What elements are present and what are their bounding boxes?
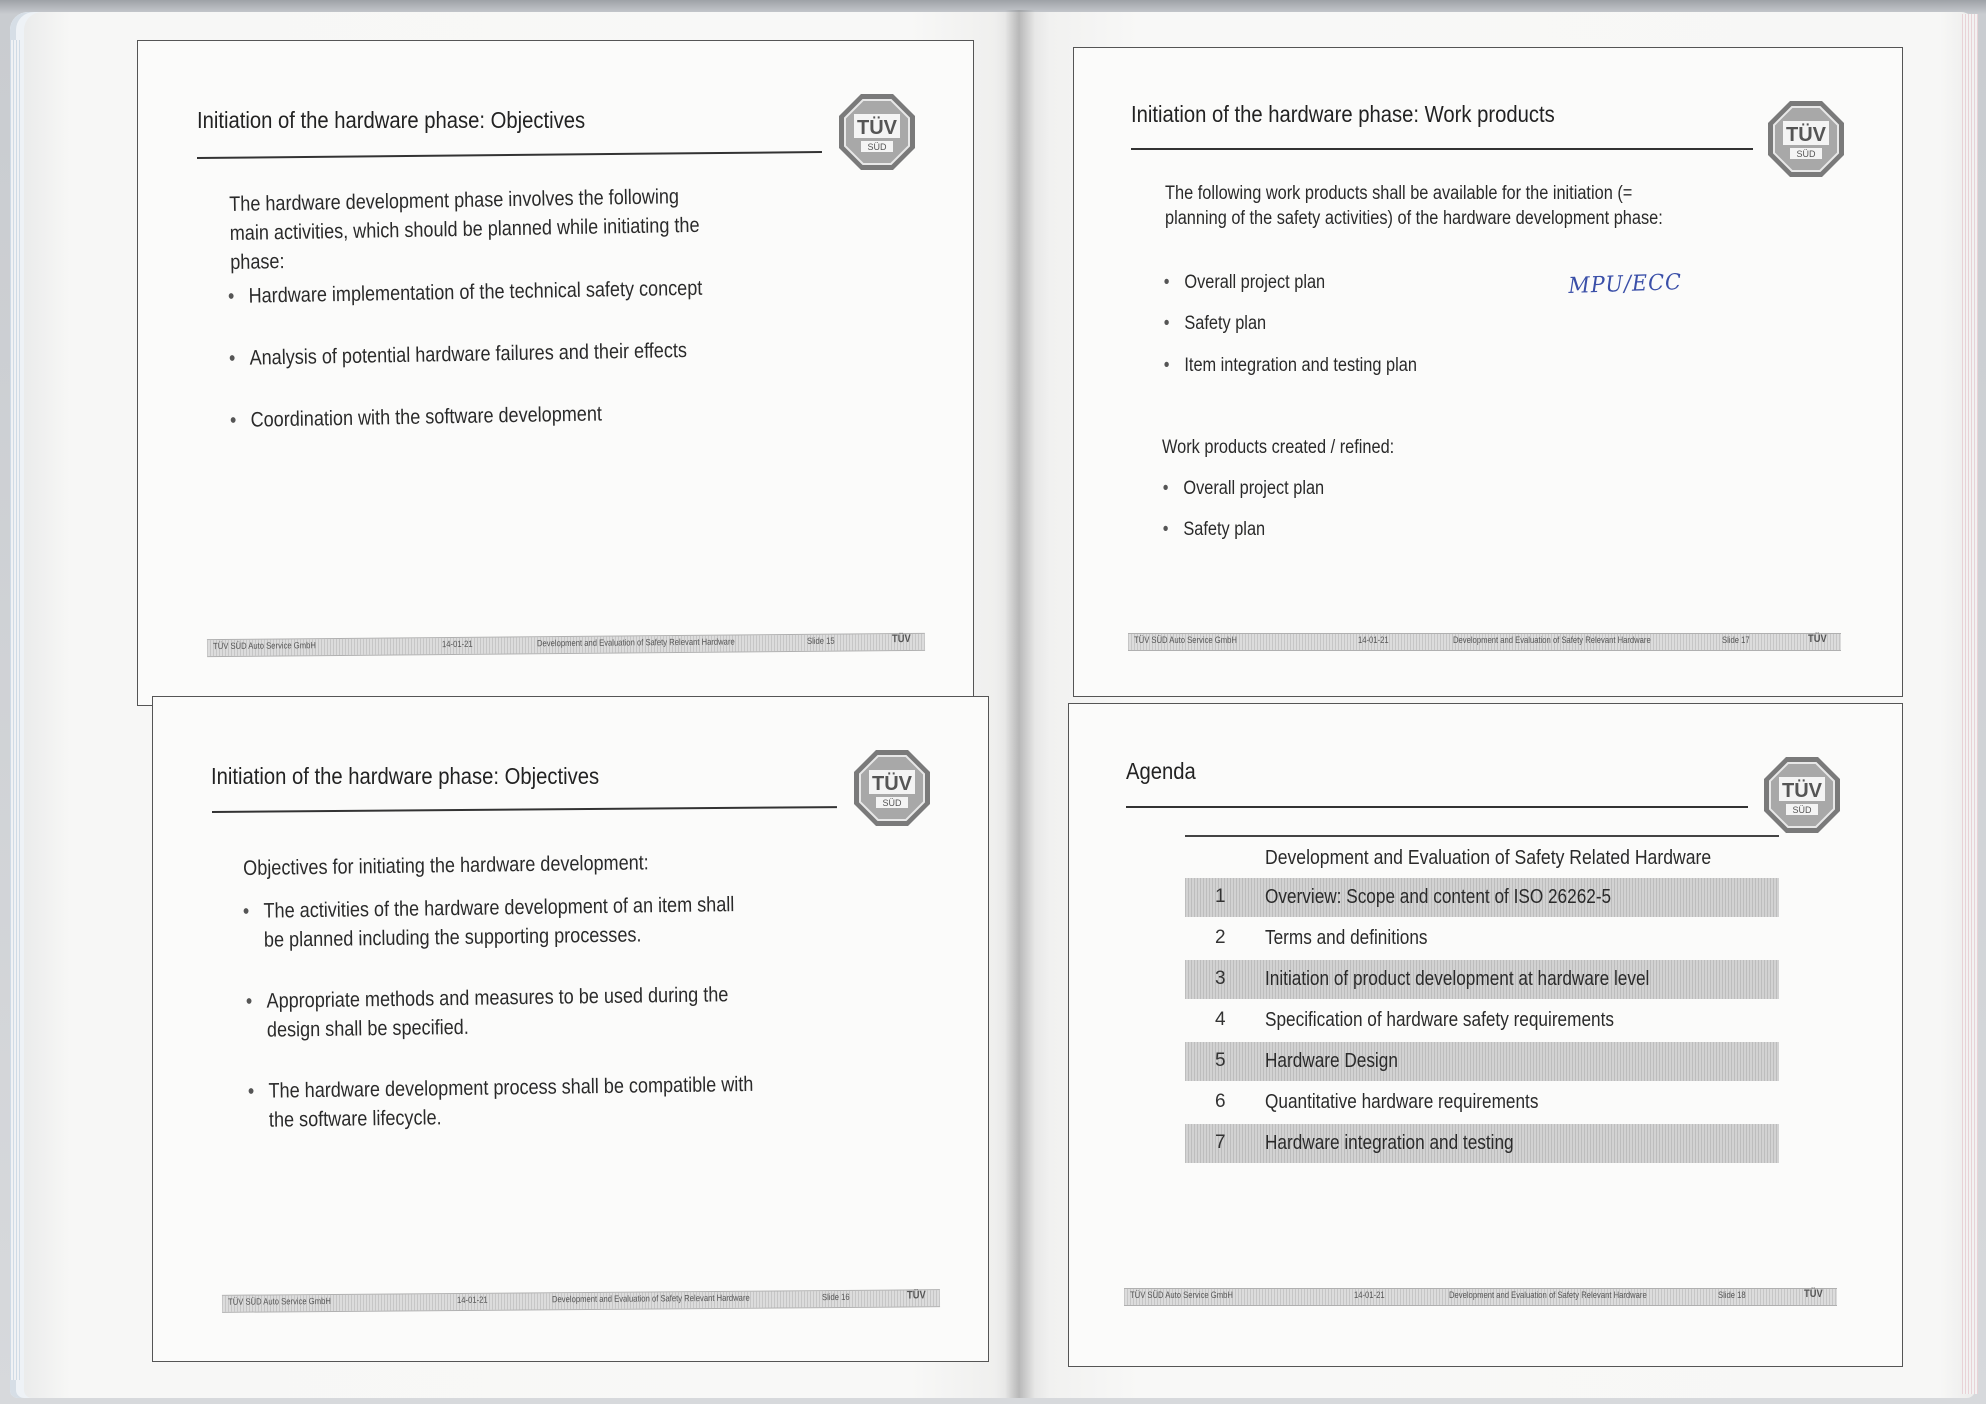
agenda-row bbox=[1185, 878, 1779, 917]
svg-text:TÜV: TÜV bbox=[1786, 124, 1826, 146]
slide-16-bullet-3: • The hardware development process shall be compatible with the software lifecycle. bbox=[246, 1070, 759, 1135]
slide-17-bullet-1: • Overall project plan bbox=[1162, 268, 1528, 297]
left-page-edges bbox=[10, 40, 20, 1380]
footer-brand: TÜV bbox=[1808, 633, 1827, 645]
slide-16-bullet-1: • The activities of the hardware development of an item shall be planned including the supporting processes. bbox=[241, 890, 754, 955]
svg-text:SÜD: SÜD bbox=[1792, 805, 1812, 815]
agenda-row-text: Initiation of product development at hardware level bbox=[1265, 968, 1650, 990]
slide-17-created-heading: Work products created / refined: bbox=[1162, 437, 1395, 458]
footer-company: TÜV SÜD Auto Service GmbH bbox=[1134, 635, 1237, 645]
agenda-row-text: Terms and definitions bbox=[1265, 927, 1428, 949]
slide-15-bullet-3: • Coordination with the software development bbox=[228, 396, 784, 435]
slide-17-title: Initiation of the hardware phase: Work products bbox=[1131, 101, 1555, 127]
slide-16-title: Initiation of the hardware phase: Objectives bbox=[211, 763, 600, 789]
slide-17-intro: The following work products shall be available for the initiation (= planning of the safety activities) of the hardware development phase: bbox=[1165, 183, 1663, 229]
footer-date: 14-01-21 bbox=[1358, 635, 1389, 645]
right-page-edges bbox=[1962, 14, 1978, 1394]
slide-18-footer bbox=[1124, 1288, 1837, 1306]
agenda-top-rule bbox=[1185, 835, 1779, 837]
agenda-row-number: 4 bbox=[1215, 1009, 1226, 1030]
tuv-logo bbox=[852, 748, 932, 828]
footer-brand: TÜV bbox=[906, 1289, 926, 1302]
agenda-row bbox=[1185, 1001, 1779, 1040]
footer-date: 14-01-21 bbox=[1354, 1290, 1385, 1300]
svg-text:SÜD: SÜD bbox=[867, 142, 887, 152]
footer-course: Development and Evaluation of Safety Relevant Hardware bbox=[1449, 1290, 1647, 1300]
slide-17-created-bullet-2: • Safety plan bbox=[1161, 515, 1527, 544]
slide-17-bullet-3: • Item integration and testing plan bbox=[1162, 351, 1528, 380]
slide-15-bullet-1: • Hardware implementation of the technical safety concept bbox=[226, 272, 782, 311]
agenda-row-text: Hardware integration and testing bbox=[1265, 1132, 1514, 1154]
slide-16-intro: Objectives for initiating the hardware development: bbox=[243, 851, 649, 880]
footer-slide-number: Slide 15 bbox=[806, 635, 835, 646]
slide-15-intro: The hardware development phase involves the following main activities, which should be planned while initiating the phase: bbox=[229, 185, 700, 274]
agenda-row-number: 7 bbox=[1215, 1132, 1226, 1153]
footer-slide-number: Slide 17 bbox=[1722, 635, 1750, 645]
footer-date: 14-01-21 bbox=[456, 1294, 488, 1305]
footer-slide-number: Slide 18 bbox=[1718, 1290, 1746, 1300]
svg-text:SÜD: SÜD bbox=[1796, 149, 1816, 159]
footer-course: Development and Evaluation of Safety Relevant Hardware bbox=[551, 1292, 750, 1305]
footer-date: 14-01-21 bbox=[441, 638, 473, 650]
footer-slide-number: Slide 16 bbox=[821, 1291, 850, 1303]
agenda-row-text: Quantitative hardware requirements bbox=[1265, 1091, 1539, 1113]
tuv-logo bbox=[837, 92, 917, 172]
footer-brand: TÜV bbox=[891, 632, 911, 646]
tuv-logo bbox=[1766, 99, 1846, 179]
slide-18-title-rule bbox=[1126, 806, 1748, 808]
agenda-header: Development and Evaluation of Safety Related Hardware bbox=[1265, 847, 1712, 869]
agenda-row-text: Specification of hardware safety requirements bbox=[1265, 1009, 1614, 1031]
agenda-row-number: 6 bbox=[1215, 1091, 1226, 1112]
footer-brand: TÜV bbox=[1804, 1288, 1823, 1300]
slide-18-title: Agenda bbox=[1126, 758, 1196, 784]
svg-text:SÜD: SÜD bbox=[882, 798, 902, 808]
agenda-row bbox=[1185, 1124, 1779, 1163]
svg-text:TÜV: TÜV bbox=[1782, 780, 1822, 802]
slide-17-title-rule bbox=[1131, 148, 1753, 150]
book-spine-shadow bbox=[1005, 10, 1035, 1398]
handwritten-note: MPU/ECC bbox=[1568, 270, 1683, 299]
slide-17-footer bbox=[1128, 633, 1841, 651]
slide-15-title: Initiation of the hardware phase: Objectives bbox=[197, 107, 586, 133]
footer-course: Development and Evaluation of Safety Relevant Hardware bbox=[536, 636, 735, 649]
footer-company: TÜV SÜD Auto Service GmbH bbox=[212, 640, 316, 652]
agenda-row-text: Overview: Scope and content of ISO 26262-5 bbox=[1265, 886, 1612, 908]
footer-company: TÜV SÜD Auto Service GmbH bbox=[227, 1295, 331, 1307]
agenda-row bbox=[1185, 1042, 1779, 1081]
slide-15-bullet-2: • Analysis of potential hardware failures and their effects bbox=[227, 334, 783, 373]
agenda-row-text: Hardware Design bbox=[1265, 1050, 1398, 1072]
tuv-logo bbox=[1762, 755, 1842, 835]
agenda-row-number: 3 bbox=[1215, 968, 1226, 989]
footer-course: Development and Evaluation of Safety Relevant Hardware bbox=[1453, 635, 1651, 645]
slide-16-bullet-2: • Appropriate methods and measures to be used during the design shall be specified. bbox=[244, 980, 757, 1045]
svg-text:TÜV: TÜV bbox=[872, 773, 912, 795]
slide-17-created-bullet-1: • Overall project plan bbox=[1161, 474, 1527, 503]
svg-text:TÜV: TÜV bbox=[857, 117, 897, 139]
agenda-row-number: 5 bbox=[1215, 1050, 1226, 1071]
agenda-row bbox=[1185, 919, 1779, 958]
agenda-row bbox=[1185, 1083, 1779, 1122]
agenda-row bbox=[1185, 960, 1779, 999]
slide-17-bullet-2: • Safety plan bbox=[1162, 309, 1528, 338]
agenda-row-number: 2 bbox=[1215, 927, 1226, 948]
agenda-row-number: 1 bbox=[1215, 886, 1226, 907]
footer-company: TÜV SÜD Auto Service GmbH bbox=[1130, 1290, 1233, 1300]
